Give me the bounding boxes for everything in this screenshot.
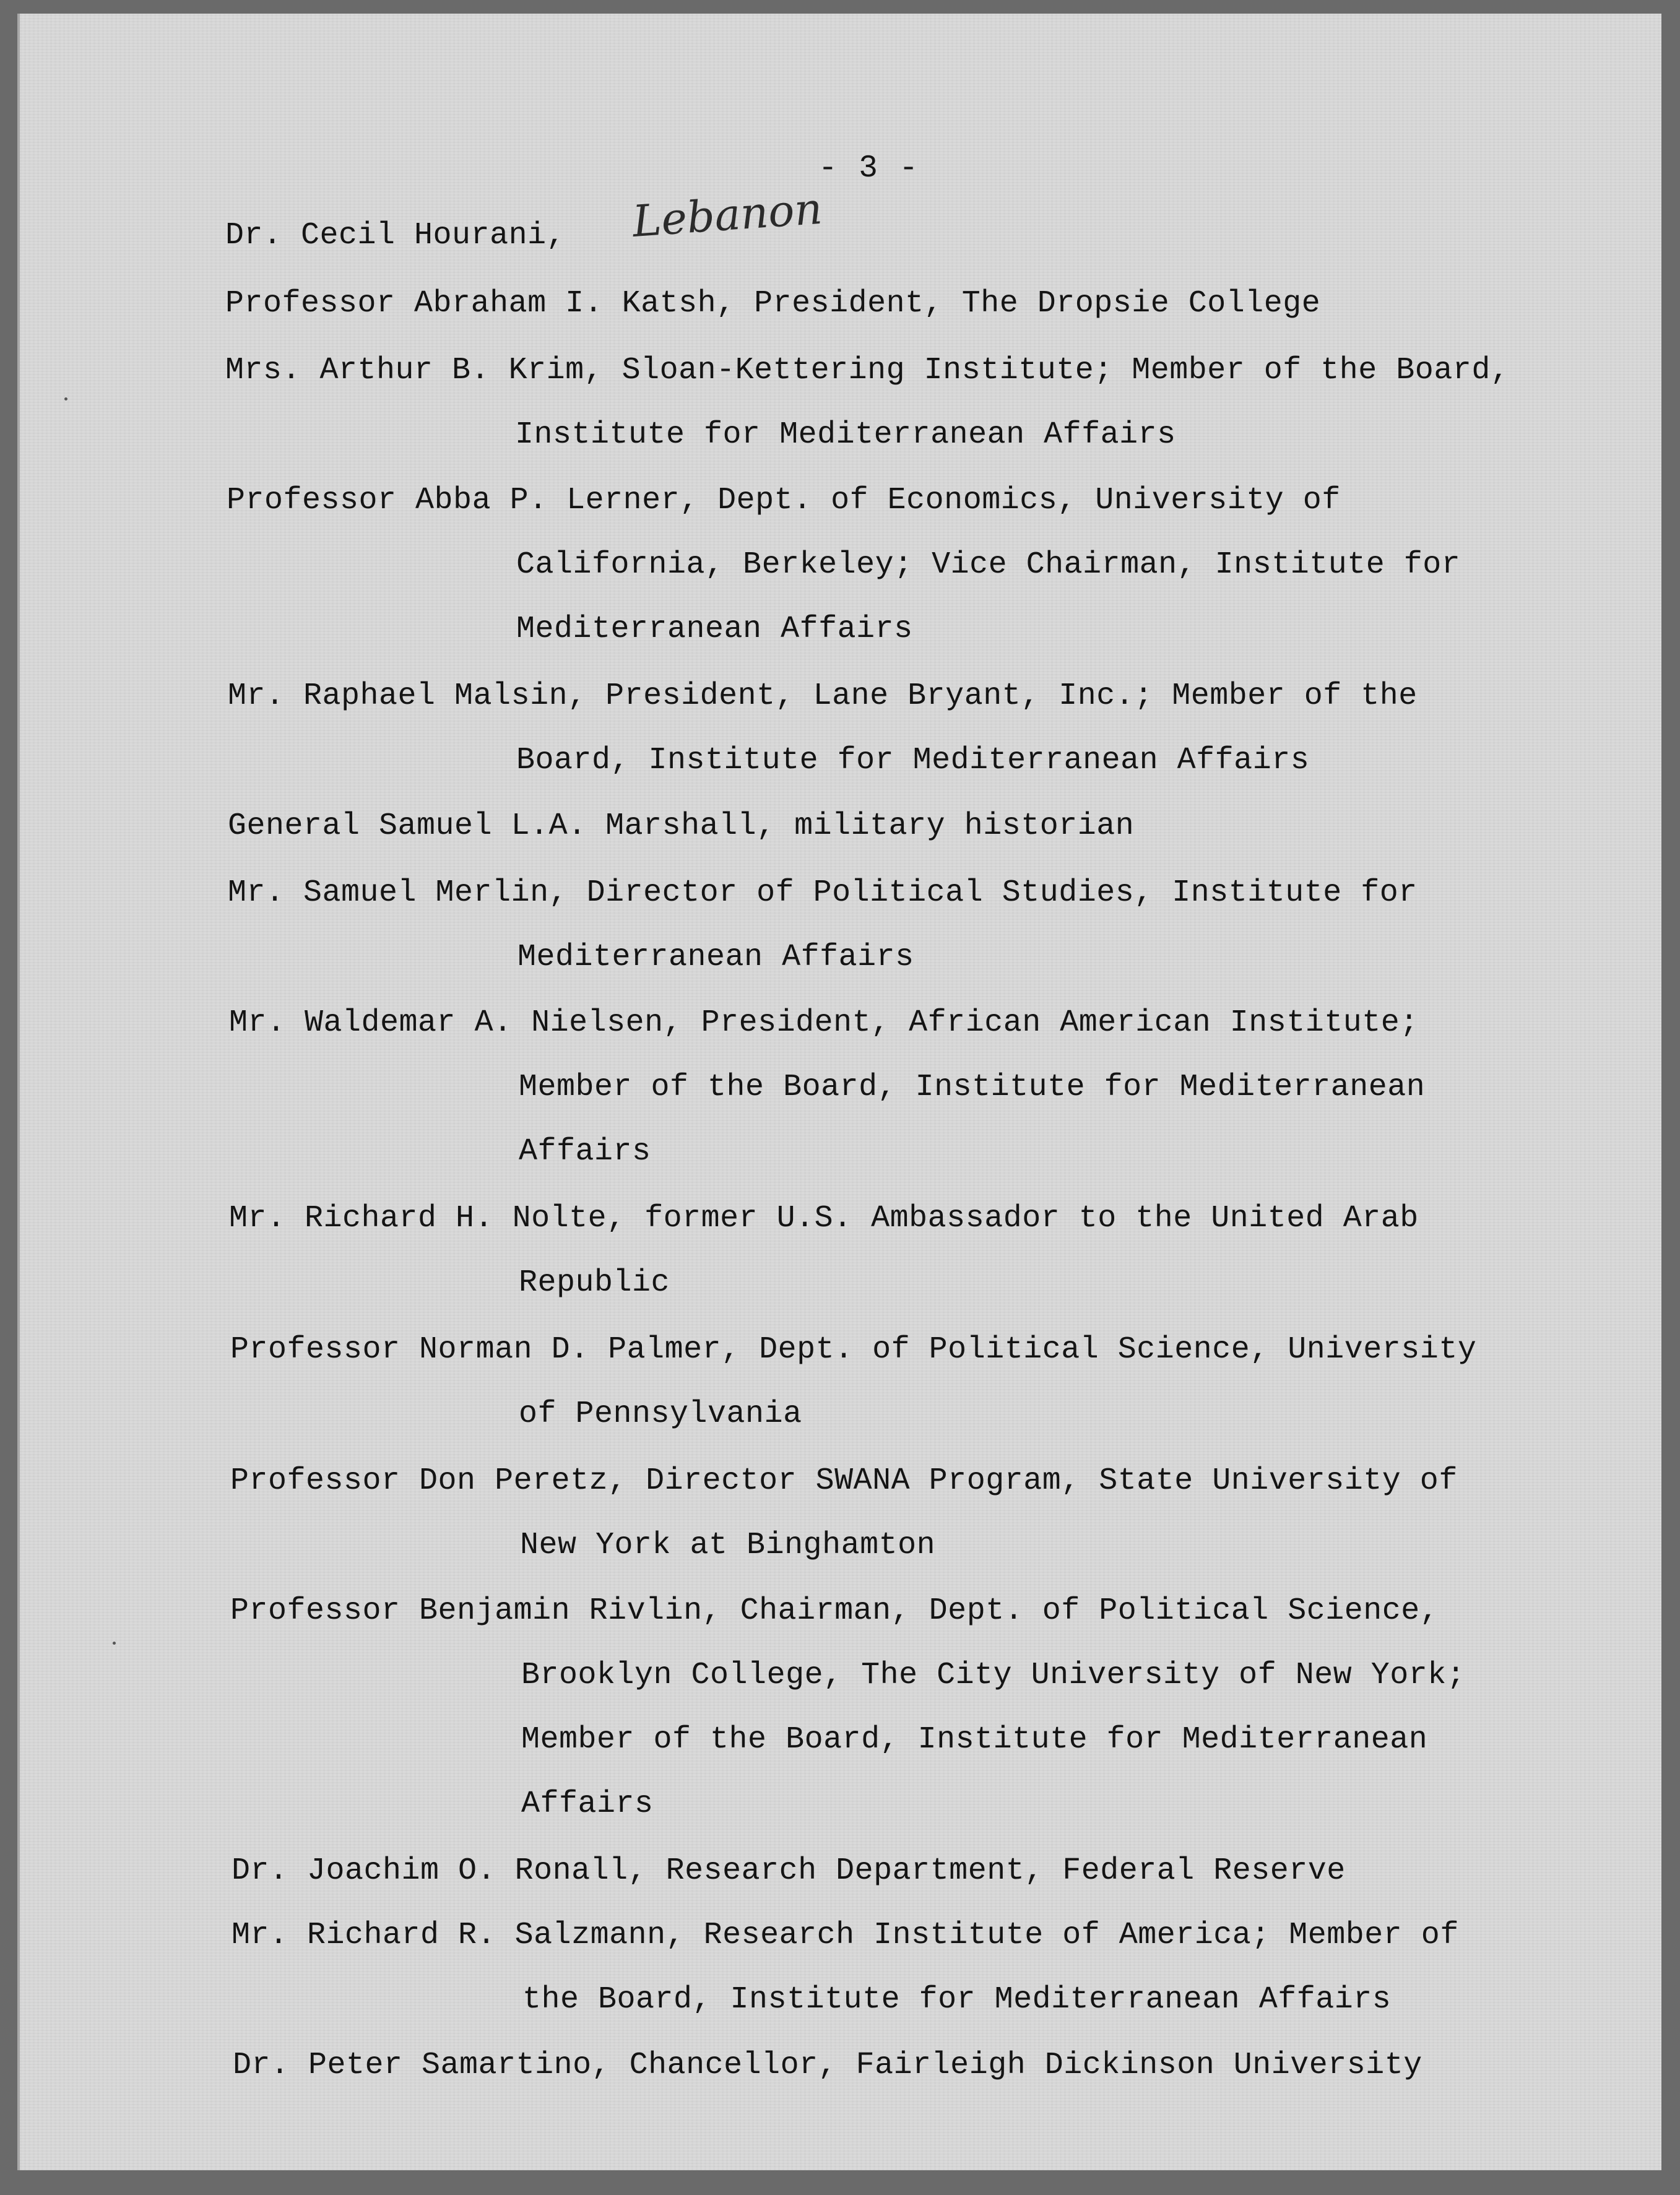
entry-continuation-line: Republic	[519, 1265, 670, 1301]
entry-continuation-line: New York at Binghamton	[520, 1528, 936, 1563]
entry-continuation-line: Mediterranean Affairs	[516, 612, 913, 647]
entry-line: Mrs. Arthur B. Krim, Sloan-Kettering Institute; Member of the Board,	[225, 353, 1510, 388]
entry-continuation-line: Member of the Board, Institute for Mediterranean	[519, 1070, 1426, 1105]
entry-continuation-line: the Board, Institute for Mediterranean Affairs	[522, 1982, 1392, 2017]
entry-line: Dr. Joachim O. Ronall, Research Department, Federal Reserve	[232, 1853, 1346, 1889]
entry-continuation-line: California, Berkeley; Vice Chairman, Institute for	[516, 547, 1461, 582]
entry-line: Dr. Cecil Hourani,	[225, 218, 566, 253]
entry-continuation-line: Affairs	[519, 1134, 651, 1169]
entry-continuation-line: of Pennsylvania	[519, 1396, 802, 1432]
entry-line: Mr. Samuel Merlin, Director of Political Studies, Institute for	[228, 875, 1418, 911]
entry-continuation-line: Brooklyn College, The City University of New York;	[521, 1658, 1466, 1693]
handwritten-annotation: Lebanon	[631, 183, 824, 247]
entry-line: Dr. Peter Samartino, Chancellor, Fairleigh Dickinson University	[233, 2048, 1422, 2083]
entry-continuation-line: Board, Institute for Mediterranean Affairs	[516, 743, 1310, 778]
entry-continuation-line: Member of the Board, Institute for Mediterranean	[521, 1722, 1428, 1757]
document-page	[17, 14, 1661, 2170]
entry-line: Mr. Richard R. Salzmann, Research Institute of America; Member of	[232, 1918, 1459, 1953]
entry-line: Professor Benjamin Rivlin, Chairman, Dept. of Political Science,	[230, 1593, 1439, 1629]
entry-continuation-line: Mediterranean Affairs	[517, 940, 914, 975]
paper-speck	[64, 397, 67, 400]
page-number: - 3 -	[818, 151, 920, 186]
paper-speck	[113, 1642, 116, 1645]
entry-line: Mr. Raphael Malsin, President, Lane Bryant, Inc.; Member of the	[228, 678, 1418, 714]
entry-continuation-line: Affairs	[521, 1786, 654, 1822]
entry-line: Professor Don Peretz, Director SWANA Program, State University of	[230, 1463, 1458, 1499]
entry-line: Professor Abba P. Lerner, Dept. of Economics, University of	[227, 483, 1341, 518]
entry-line: Professor Abraham I. Katsh, President, The Dropsie College	[225, 286, 1321, 321]
entry-line: Professor Norman D. Palmer, Dept. of Political Science, University	[230, 1332, 1477, 1367]
entry-line: Mr. Waldemar A. Nielsen, President, African American Institute;	[229, 1005, 1419, 1041]
entry-line: Mr. Richard H. Nolte, former U.S. Ambassador to the United Arab	[229, 1201, 1419, 1236]
entry-line: General Samuel L.A. Marshall, military historian	[228, 808, 1135, 844]
entry-continuation-line: Institute for Mediterranean Affairs	[515, 417, 1176, 452]
